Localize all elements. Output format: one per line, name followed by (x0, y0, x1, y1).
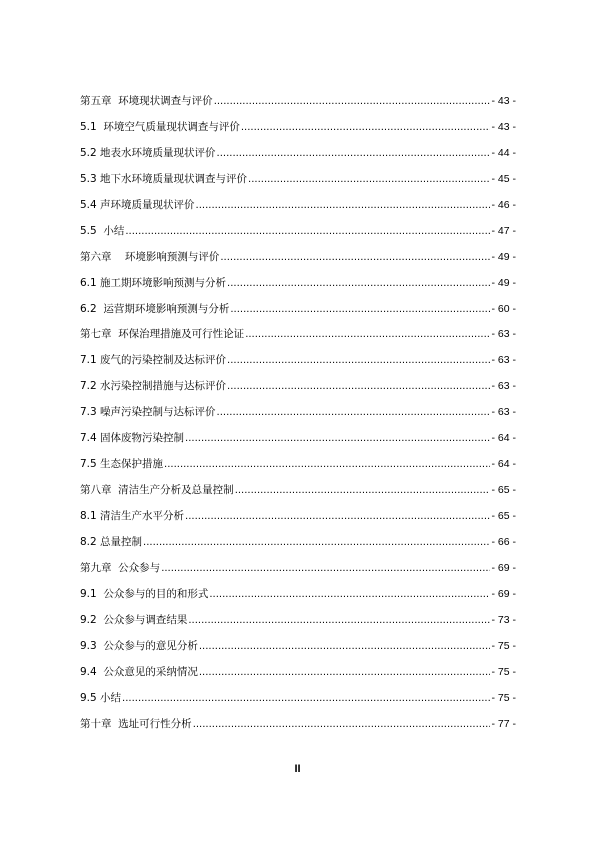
toc-entry[interactable] (80, 665, 516, 691)
toc-entry[interactable] (80, 509, 516, 535)
toc-entry-page: - 65 - (491, 484, 516, 497)
toc-entry-page: - 64 - (491, 432, 516, 445)
dot-leader (185, 510, 490, 524)
toc-entry-title: 9.4 公众意见的采纳情况 (80, 665, 198, 678)
toc-entry-page: - 63 - (491, 406, 516, 419)
dot-leader (217, 147, 491, 161)
page-number: II (294, 763, 301, 775)
toc-entry[interactable] (80, 717, 516, 743)
dot-leader (227, 354, 490, 368)
toc-entry-page: - 73 - (491, 613, 516, 626)
toc-entry-page: - 46 - (491, 198, 516, 211)
toc-entry[interactable] (80, 120, 516, 146)
toc-entry-title: 9.3 公众参与的意见分析 (80, 639, 198, 652)
toc-entry[interactable] (80, 587, 516, 613)
toc-entry-title: 第八章 清洁生产分析及总量控制 (80, 484, 234, 497)
toc-entry-title: 9.1 公众参与的目的和形式 (80, 587, 209, 600)
toc-entry-page: - 66 - (491, 535, 516, 548)
dot-leader (199, 666, 491, 680)
toc-entry[interactable] (80, 224, 516, 250)
dot-leader (220, 251, 490, 265)
toc-entry-page: - 47 - (491, 224, 516, 237)
toc-entry-title: 7.5 生态保护措施 (80, 458, 164, 471)
dot-leader (143, 536, 490, 550)
toc-entry-page: - 75 - (491, 665, 516, 678)
toc-entry[interactable] (80, 172, 516, 198)
toc-entry[interactable] (80, 198, 516, 224)
toc-entry-page: - 63 - (491, 354, 516, 367)
toc-entry-page: - 77 - (491, 717, 516, 730)
toc-entry[interactable] (80, 457, 516, 483)
toc-entry-title: 8.2 总量控制 (80, 535, 143, 548)
toc-entry-page: - 64 - (491, 458, 516, 471)
toc-entry[interactable] (80, 250, 516, 276)
toc-entry-page: - 63 - (491, 328, 516, 341)
dot-leader (164, 458, 490, 472)
toc-entry-page: - 49 - (491, 250, 516, 263)
toc-entry-title: 9.2 公众参与调查结果 (80, 613, 188, 626)
dot-leader (248, 173, 490, 187)
toc-entry-title: 6.2 运营期环境影响预测与分析 (80, 302, 230, 315)
toc-entry[interactable] (80, 379, 516, 405)
toc-entry-title: 5.5 小结 (80, 224, 125, 237)
toc-entry-title: 7.1 废气的污染控制及达标评价 (80, 354, 227, 367)
dot-leader (185, 432, 490, 446)
dot-leader (209, 588, 490, 602)
toc-entry-title: 7.3 噪声污染控制与达标评价 (80, 406, 216, 419)
toc-entry-page: - 43 - (491, 95, 516, 107)
toc-entry[interactable] (80, 639, 516, 665)
toc-entry[interactable] (80, 405, 516, 431)
toc-entry-title: 5.2 地表水环境质量现状评价 (80, 146, 216, 159)
toc-entry-page: - 45 - (491, 172, 516, 185)
toc-entry-title: 7.4 固体废物污染控制 (80, 432, 185, 445)
toc-entry[interactable] (80, 431, 516, 457)
toc-entry-title: 第六章 环境影响预测与评价 (80, 250, 220, 263)
toc-entry-page: - 65 - (491, 510, 516, 522)
toc-entry[interactable] (80, 535, 516, 561)
toc-entry-title: 第九章 公众参与 (80, 561, 161, 574)
toc-entry-title: 7.2 水污染控制措施与达标评价 (80, 380, 227, 393)
toc-entry[interactable] (80, 302, 516, 328)
dot-leader (227, 277, 490, 291)
toc-entry[interactable] (80, 691, 516, 717)
toc-entry-title: 8.1 清洁生产水平分析 (80, 510, 185, 522)
toc-entry-page: - 69 - (491, 561, 516, 574)
toc-entry-page: - 43 - (491, 120, 516, 133)
toc-entry-title: 第五章 环境现状调查与评价 (80, 95, 213, 107)
dot-leader (196, 199, 491, 213)
toc-entry-title: 5.3 地下水环境质量现状调查与评价 (80, 172, 248, 185)
dot-leader (193, 718, 491, 732)
toc-entry-page: - 75 - (491, 639, 516, 652)
toc-entry-title: 9.5 小结 (80, 691, 122, 704)
dot-leader (230, 303, 490, 317)
toc-entry-page: - 69 - (491, 587, 516, 600)
toc-entry-title: 第七章 环保治理措施及可行性论证 (80, 328, 245, 341)
dot-leader (122, 692, 490, 706)
toc-entry-title: 第十章 选址可行性分析 (80, 717, 192, 730)
toc-entry-title: 5.1 环境空气质量现状调查与评价 (80, 120, 240, 133)
toc-entry[interactable] (80, 483, 516, 509)
toc-entry-page: - 44 - (491, 146, 516, 159)
toc-entry[interactable] (80, 327, 516, 353)
dot-leader (235, 484, 491, 498)
toc-entry[interactable] (80, 613, 516, 639)
dot-leader (227, 380, 490, 394)
dot-leader (161, 562, 490, 576)
dot-leader (125, 225, 490, 239)
dot-leader (188, 614, 490, 628)
toc-entry-page: - 49 - (491, 276, 516, 289)
dot-leader (214, 95, 491, 109)
toc-entry-page: - 75 - (491, 691, 516, 704)
toc-entry[interactable] (80, 94, 516, 120)
toc-entry[interactable] (80, 353, 516, 379)
toc-entry[interactable] (80, 146, 516, 172)
table-of-contents (80, 94, 516, 742)
toc-entry-title: 6.1 施工期环境影响预测与分析 (80, 276, 227, 289)
dot-leader (245, 328, 490, 342)
dot-leader (199, 640, 491, 654)
toc-entry-page: - 63 - (491, 380, 516, 393)
dot-leader (217, 406, 491, 420)
toc-entry-title: 5.4 声环境质量现状评价 (80, 198, 195, 211)
toc-entry[interactable] (80, 561, 516, 587)
dot-leader (241, 121, 491, 135)
toc-entry-page: - 60 - (491, 302, 516, 315)
toc-entry[interactable] (80, 276, 516, 302)
